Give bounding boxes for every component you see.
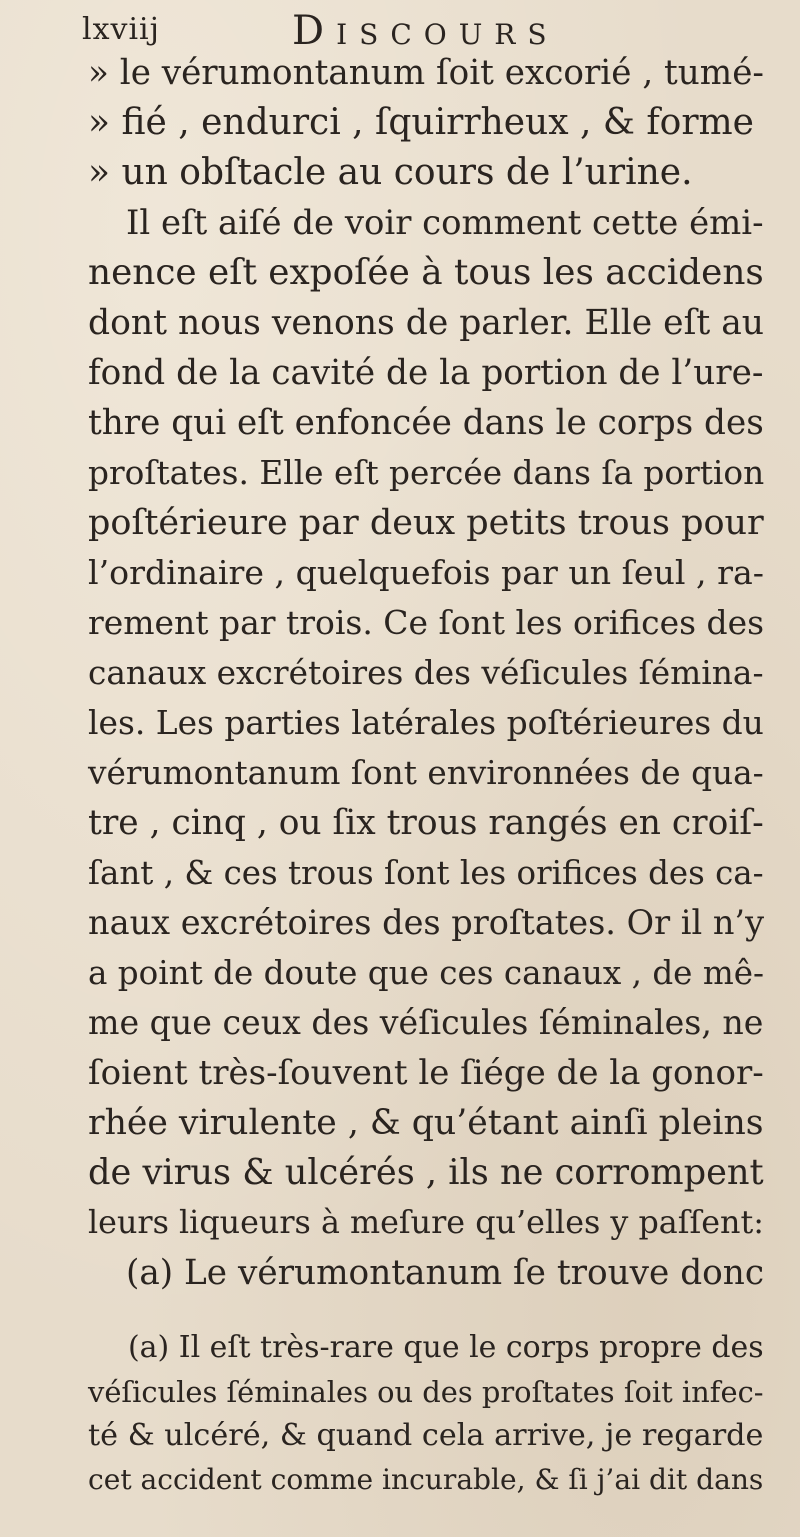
footnote-line: cet accident comme incurable, & ſi j’ai dit dans	[88, 1463, 764, 1496]
text-line: nence eſt expoſée à tous les accidens	[88, 252, 764, 293]
text-line: ſant , & ces trous ſont les orifices des ca-	[88, 854, 764, 892]
text-line: vérumontanum ſont environnées de qua-	[88, 754, 764, 792]
text-line: ſoient très-ſouvent le ſiége de la gonor-	[88, 1053, 764, 1093]
text-line: » fié , endurci , ſquirrheux , & forme	[88, 102, 754, 143]
text-line: rement par trois. Ce ſont les orifices des	[88, 603, 765, 642]
footnote-line: véſicules ſéminales ou des proſtates ſoit infec-	[88, 1375, 764, 1409]
text-line: naux excrétoires des proſtates. Or il n’y	[88, 903, 765, 942]
text-line: dont nous venons de parler. Elle eſt au	[88, 303, 765, 343]
footnote-line: (a) Il eſt très-rare que le corps propre des	[128, 1330, 764, 1365]
text-line: de virus & ulcérés , ils ne corrompent	[88, 1152, 764, 1193]
footnote-line: té & ulcéré, & quand cela arrive, je regarde	[88, 1418, 764, 1453]
text-line: leurs liqueurs à meſure qu’elles y paſſent:	[88, 1205, 764, 1241]
text-line: l’ordinaire , quelquefois par un ſeul , ra-	[88, 553, 764, 592]
paragraph-start-line: Il eſt aiſé de voir comment cette émi-	[126, 203, 764, 242]
text-line: fond de la cavité de la portion de l’ure-	[88, 353, 764, 393]
text-line: poſtérieure par deux petits trous pour	[88, 503, 764, 543]
text-line: (a) Le vérumontanum ſe trouve donc	[126, 1253, 765, 1293]
text-line: proſtates. Elle eſt percée dans ſa portion	[88, 454, 765, 492]
page-number: lxviij	[82, 12, 160, 47]
running-title: Discours	[292, 8, 559, 54]
text-line: tre , cinq , ou ſix trous rangés en croiſ-	[88, 803, 764, 843]
text-line: canaux excrétoires des véſicules ſémina-	[88, 654, 764, 692]
text-line: me que ceux des véſicules ſéminales, ne	[88, 1003, 764, 1042]
text-line: » un obſtacle au cours de l’urine.	[88, 152, 693, 193]
text-line: thre qui eſt enfoncée dans le corps des	[88, 403, 764, 443]
text-line: » le vérumontanum ſoit excorié , tumé-	[88, 53, 764, 93]
text-line: rhée virulente , & qu’étant ainſi pleins	[88, 1103, 764, 1143]
text-line: a point de doute que ces canaux , de mê-	[88, 954, 764, 992]
text-line: les. Les parties latérales poſtérieures du	[88, 703, 764, 742]
